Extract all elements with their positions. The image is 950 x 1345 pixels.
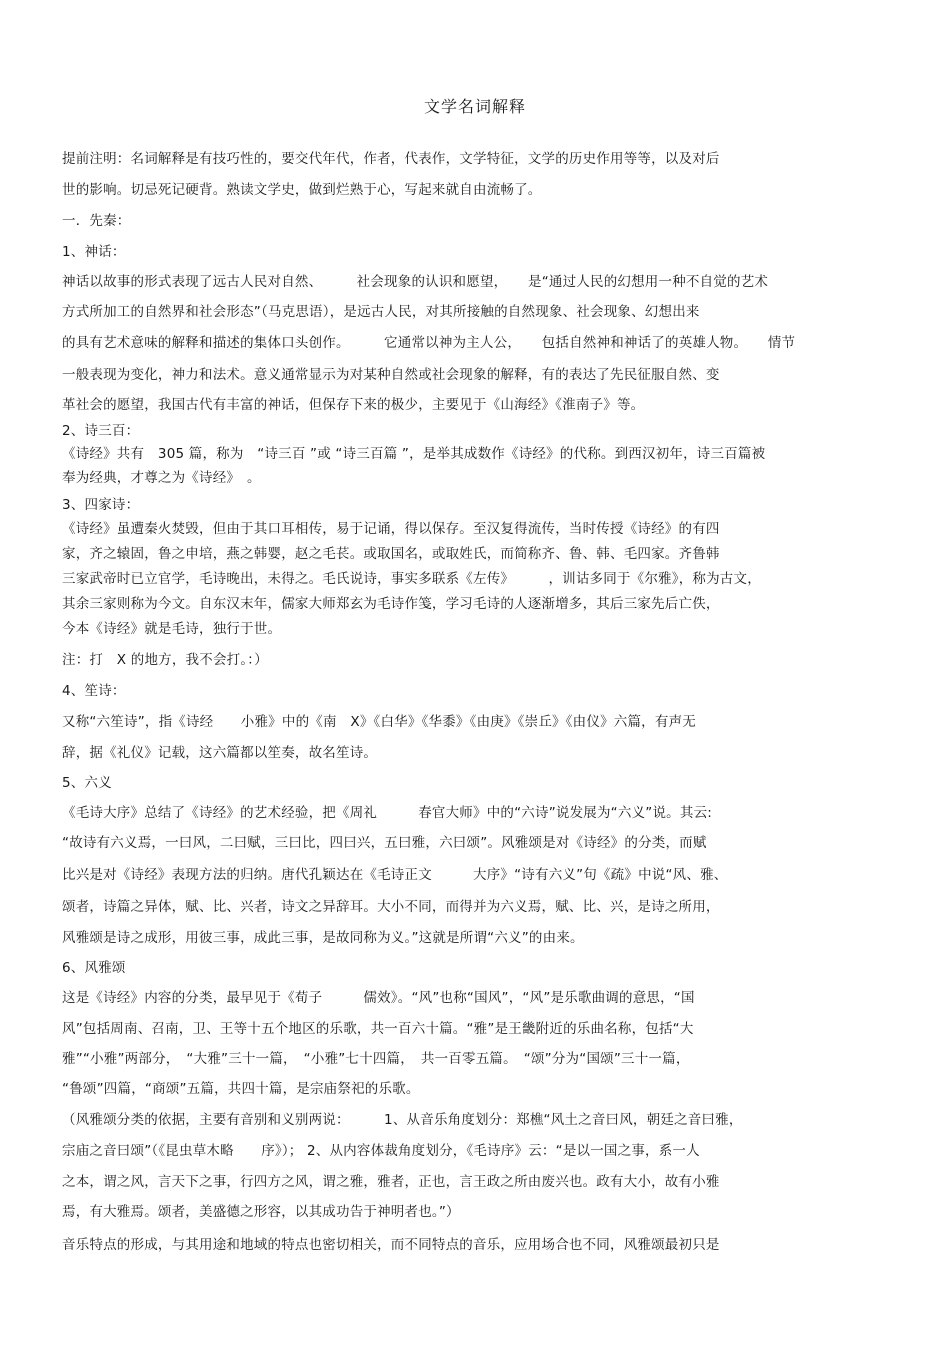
term-heading: 3、四家诗：: [62, 497, 140, 513]
body-line: “故诗有六义焉，一曰风，二曰赋，三曰比，四曰兴，五曰雅，六曰颂”。风雅颂是对《诗经》的分类，而赋: [62, 835, 707, 851]
term-heading: 5、六义: [62, 775, 112, 791]
body-line: 宗庙之音曰颂”（《昆虫草木略 序》）； 2、从内容体裁角度划分，《毛诗序》云：“是以一国之事，系一人: [62, 1143, 700, 1159]
body-line: 神话以故事的形式表现了远古人民对自然、 社会现象的认识和愿望， 是“通过人民的幻想用一种不自觉的艺术: [62, 274, 769, 290]
body-line: 又称“六笙诗”，指《诗经 小雅》中的《南 X》《白华》《华黍》《由庚》《崇丘》《由仪》六篇，有声无: [62, 714, 696, 730]
body-line: 音乐特点的形成，与其用途和地域的特点也密切相关，而不同特点的音乐，应用场合也不同，风雅颂最初只是: [62, 1237, 720, 1253]
body-line: 辞，据《礼仪》记载，这六篇都以笙奏，故名笙诗。: [62, 745, 378, 761]
body-line: 奉为经典，才尊之为《诗经》 。: [62, 470, 261, 486]
body-line: 颂者，诗篇之异体，赋、比、兴者，诗文之异辞耳。大小不同，而得并为六义焉，赋、比、兴，是诗之所用，: [62, 899, 720, 915]
body-line: 方式所加工的自然界和社会形态”（马克思语），是远古人民，对其所接触的自然现象、社会现象、幻想出来: [62, 304, 700, 320]
body-line: 风”包括周南、召南，卫、王等十五个地区的乐歌，共一百六十篇。“雅”是王畿附近的乐曲名称，包括“大: [62, 1021, 694, 1037]
section-heading: 一．先秦：: [62, 213, 131, 229]
body-line: 焉，有大雅焉。颂者，美盛德之形容，以其成功告于神明者也。”）: [62, 1204, 460, 1220]
note-line: 注：打 X 的地方，我不会打。：）: [62, 652, 268, 668]
body-line: 这是《诗经》内容的分类，最早见于《荀子 儒效》。“风”也称“国风”，“风”是乐歌曲调的意思，“国: [62, 990, 695, 1006]
body-line: 今本《诗经》就是毛诗，独行于世。: [62, 621, 282, 637]
body-line: 其余三家则称为今文。自东汉末年，儒家大师郑玄为毛诗作笺，学习毛诗的人逐渐增多，其后三家先后亡佚，: [62, 596, 720, 612]
term-heading: 6、风雅颂: [62, 960, 126, 976]
body-line: 之本，谓之风，言天下之事，行四方之风，谓之雅，雅者，正也，言王政之所由废兴也。政有大小，故有小雅: [62, 1174, 720, 1190]
term-heading: 1、神话：: [62, 244, 126, 260]
body-line: 雅”“小雅”两部分， “大雅”三十一篇， “小雅”七十四篇， 共一百零五篇。 “颂”分为“国颂”三十一篇，: [62, 1051, 690, 1067]
term-heading: 2、诗三百：: [62, 423, 140, 439]
body-line: 三家武帝时已立官学，毛诗晚出，未得之。毛氏说诗，事实多联系《左传》 ，训诂多同于《尔雅》，称为古文，: [62, 571, 761, 587]
term-heading: 4、笙诗：: [62, 683, 126, 699]
body-line: 提前注明：名词解释是有技巧性的，要交代年代，作者，代表作，文学特征，文学的历史作用等等，以及对后: [62, 151, 720, 167]
body-line: 家，齐之辕固，鲁之申培，燕之韩婴，赵之毛苌。或取国名，或取姓氏，而简称齐、鲁、韩、毛四家。齐鲁韩: [62, 546, 720, 562]
body-line: 《诗经》共有 305 篇，称为 “诗三百 ”或 “诗三百篇 ”，是举其成数作《诗经》的代称。到西汉初年，诗三百篇被: [62, 446, 766, 462]
page-title: 文学名词解释: [423, 97, 526, 116]
body-line: 《诗经》虽遭秦火焚毁，但由于其口耳相传，易于记诵，得以保存。至汉复得流传，当时传授《诗经》的有四: [62, 521, 720, 537]
body-line: 世的影响。切忌死记硬背。熟读文学史，做到烂熟于心，写起来就自由流畅了。: [62, 182, 542, 198]
body-line: 的具有艺术意味的解释和描述的集体口头创作。 它通常以神为主人公， 包括自然神和神话了的英雄人物。 情节: [62, 335, 796, 351]
body-line: 比兴是对《诗经》表现方法的归纳。唐代孔颖达在《毛诗正文 大序》“诗有六义”句《疏》中说“风、雅、: [62, 867, 728, 883]
body-line: （风雅颂分类的依据，主要有音别和义别两说： 1、从音乐角度划分：郑樵“风土之音曰风，朝廷之音曰雅，: [62, 1112, 743, 1128]
body-line: 一般表现为变化，神力和法术。意义通常显示为对某种自然或社会现象的解释，有的表达了先民征服自然、变: [62, 367, 720, 383]
body-line: 风雅颂是诗之成形，用彼三事，成此三事，是故同称为义。”这就是所谓“六义”的由来。: [62, 930, 584, 946]
body-line: “鲁颂”四篇，“商颂”五篇，共四十篇，是宗庙祭祀的乐歌。: [62, 1081, 420, 1097]
body-line: 《毛诗大序》总结了《诗经》的艺术经验，把《周礼 春官大师》中的“六诗”说发展为“六义”说。其云:: [62, 805, 713, 821]
body-line: 革社会的愿望，我国古代有丰富的神话，但保存下来的极少，主要见于《山海经》《淮南子》等。: [62, 397, 645, 413]
